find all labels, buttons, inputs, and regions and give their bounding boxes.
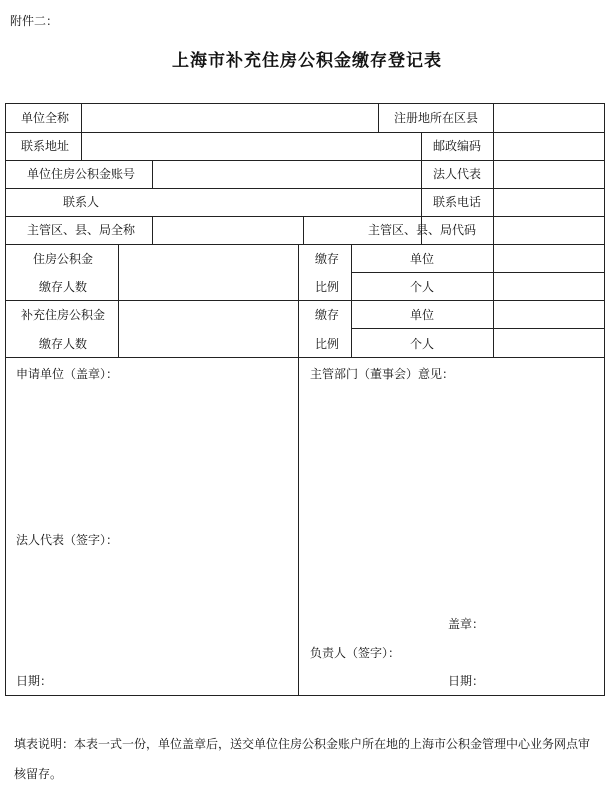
col-divider [378,104,379,132]
col-divider [152,160,153,188]
label-legal-rep-signature: 法人代表（签字）： [16,533,119,547]
col-divider [152,216,153,244]
row-divider [6,132,604,133]
label-supp-unit-rate: 单位 [409,308,435,322]
row-divider [6,357,604,358]
label-supervising-authority-code: 主管区、县、局代码 [367,223,477,237]
col-divider [351,244,352,357]
label-contact-phone: 联系电话 [432,195,482,209]
label-person-in-charge-signature: 负责人（签字）： [310,646,401,660]
row-divider [351,272,604,273]
row-divider [6,300,604,301]
label-supp-rate-2: 比例 [314,337,340,351]
label-supp-fund-count-2: 缴存人数 [38,337,88,351]
label-legal-representative: 法人代表 [432,167,482,181]
label-applicant-seal: 申请单位（盖章）： [16,367,119,381]
col-divider [118,244,119,357]
label-supp-rate-1: 缴存 [314,308,340,322]
row-divider [6,188,604,189]
label-registered-district: 注册地所在区县 [393,111,479,125]
label-authority-opinion: 主管部门（董事会）意见： [310,367,455,381]
row-divider [6,160,604,161]
label-postal-code: 邮政编码 [432,139,482,153]
col-divider [493,216,494,357]
row-divider [6,216,604,217]
label-unit-full-name: 单位全称 [20,111,70,125]
registration-form-table [5,103,605,696]
form-instructions: 填表说明：本表一式一份，单位盖章后，送交单位住房公积金账户所在地的上海市公积金管理中心业务网点审核留存。 [14,737,591,781]
form-title: 上海市补充住房公积金缴存登记表 [172,51,442,71]
label-contact-person: 联系人 [62,195,100,209]
label-housing-fund-account: 单位住房公积金账号 [26,167,136,181]
label-rate-1: 缴存 [314,252,340,266]
row-divider [6,244,604,245]
label-contact-address: 联系地址 [20,139,70,153]
label-supp-fund-count-1: 补充住房公积金 [20,308,106,322]
label-housing-fund-count-1: 住房公积金 [32,252,94,266]
label-seal: 盖章： [448,617,485,631]
label-applicant-date: 日期： [16,674,53,688]
attachment-label: 附件二： [10,14,59,28]
label-individual-rate: 个人 [409,280,435,294]
label-supervising-authority-name: 主管区、县、局全称 [26,223,136,237]
label-rate-2: 比例 [314,280,340,294]
col-divider [303,216,304,244]
col-divider [81,104,82,132]
label-housing-fund-count-2: 缴存人数 [38,280,88,294]
col-divider [298,244,299,357]
col-divider [81,132,82,160]
row-divider [351,328,604,329]
label-unit-rate: 单位 [409,252,435,266]
label-authority-date: 日期： [448,674,485,688]
label-supp-individual-rate: 个人 [409,337,435,351]
col-divider [298,357,299,695]
